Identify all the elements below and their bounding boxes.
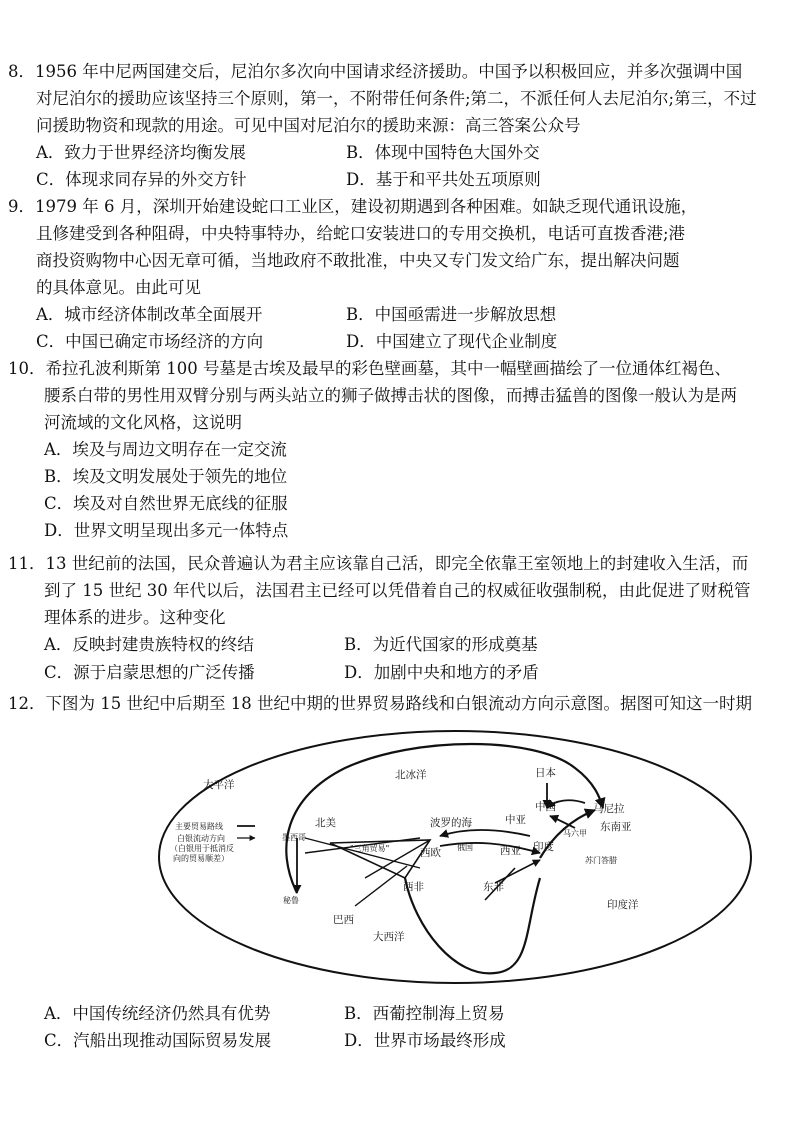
label-india: 印度: [533, 841, 554, 853]
label-russia: 俄国: [457, 843, 473, 852]
q8-option-c: C．体现求同存异的外交方针: [36, 170, 247, 189]
q10-option-a: A．埃及与周边文明存在一定交流: [44, 440, 287, 459]
q8-line-1: 8．1956 年中尼两国建交后，尼泊尔多次向中国请求经济援助。中国予以积极回应，并多次强调中国: [8, 62, 743, 81]
legend-route: 主要贸易路线: [175, 822, 223, 831]
label-triangle-trade: "三角贸易": [350, 844, 390, 853]
label-southeast-asia: 东南亚: [600, 821, 632, 833]
label-atlantic: 大西洋: [373, 931, 405, 943]
world-trade-map: [155, 728, 755, 986]
label-baltic: 波罗的海: [430, 817, 472, 829]
route-east-africa: [495, 860, 540, 883]
label-malacca: 马六甲: [563, 829, 587, 838]
q9-line-3: 商投资购物中心因无章可循，当地政府不敢批准，中央又专门发文给广东，提出解决问题: [36, 251, 680, 270]
route-europe-asia: [440, 843, 540, 853]
legend-note-2: 向的贸易顺差）: [173, 854, 229, 863]
q8-option-b: B．体现中国特色大国外交: [346, 143, 540, 162]
legend-silver: 白银流动方向: [177, 834, 225, 843]
q8-option-d: D．基于和平共处五项原则: [346, 170, 541, 189]
q10-option-c: C．埃及对自然世界无底线的征服: [44, 494, 288, 513]
route-atlantic-loop: [405, 878, 540, 973]
q10-line-1: 10．希拉孔波利斯第 100 号墓是古埃及最早的彩色壁画墓，其中一幅壁画描绘了一位通体红褐色、: [8, 359, 731, 378]
q9-line-4: 的具体意见。由此可见: [36, 278, 201, 297]
label-west-africa: 西非: [403, 881, 424, 893]
q12-option-c: C．汽船出现推动国际贸易发展: [44, 1031, 272, 1050]
label-west-asia: 西亚: [500, 845, 521, 857]
q12-option-d: D．世界市场最终形成: [344, 1031, 506, 1050]
q11-line-2: 到了 15 世纪 30 年代以后，法国君主已经可以凭借着自己的权威征收强制税，由此促进了财税管: [44, 581, 751, 600]
label-arctic: 北冰洋: [395, 769, 427, 781]
label-brazil: 巴西: [333, 914, 354, 926]
q12-option-a: A．中国传统经济仍然具有优势: [44, 1004, 271, 1023]
label-pacific: 太平洋: [203, 779, 235, 791]
q10-option-b: B．埃及文明发展处于领先的地位: [44, 467, 288, 486]
label-peru: 秘鲁: [283, 896, 299, 905]
label-western-europe: 西欧: [420, 847, 441, 859]
q9-line-2: 且修建受到各种阻碍，中央特事特办，给蛇口安装进口的专用交换机，电话可直拨香港;港: [36, 224, 686, 243]
label-east-africa: 东非: [483, 881, 504, 893]
label-indian-ocean: 印度洋: [607, 899, 639, 911]
q12-line-1: 12．下图为 15 世纪中后期至 18 世纪中期的世界贸易路线和白银流动方向示意图。据图可知这一时期: [8, 694, 752, 713]
q8-line-2: 对尼泊尔的援助应该坚持三个原则，第一，不附带任何条件;第二，不派任何人去尼泊尔;第三，不过: [36, 89, 757, 108]
q11-line-3: 理体系的进步。这种变化: [44, 608, 226, 627]
q10-option-d: D．世界文明呈现出多元一体特点: [44, 521, 289, 540]
q8-line-3: 问援助物资和现款的用途。可见中国对尼泊尔的援助来源：高三答案公众号: [36, 116, 581, 135]
q11-option-c: C．源于启蒙思想的广泛传播: [44, 663, 255, 682]
label-manila: 马尼拉: [593, 803, 625, 815]
q10-line-2: 腰系白带的男性用双臂分别与两头站立的狮子做搏击状的图像，而搏击猛兽的图像一般认为是两: [44, 386, 737, 405]
q11-option-b: B．为近代国家的形成奠基: [344, 635, 538, 654]
q9-option-b: B．中国亟需进一步解放思想: [346, 305, 557, 324]
route-asia-europe: [440, 830, 530, 836]
route-brazil: [355, 866, 407, 906]
q11-option-d: D．加剧中央和地方的矛盾: [344, 663, 539, 682]
label-central-asia: 中亚: [505, 814, 526, 826]
label-china: 中国: [535, 801, 556, 813]
q12-option-b: B．西葡控制海上贸易: [344, 1004, 505, 1023]
label-sumatra: 苏门答腊: [585, 856, 617, 865]
label-mexico: 墨西哥: [282, 833, 306, 842]
q8-option-a: A．致力于世界经济均衡发展: [36, 143, 246, 162]
label-north-america: 北美: [315, 817, 336, 829]
q9-option-d: D．中国建立了现代企业制度: [346, 332, 558, 351]
map-frame-ellipse: [159, 731, 751, 983]
q11-line-1: 11．13 世纪前的法国，民众普遍认为君主应该靠自己活，即完全依靠王室领地上的封建收入生活，而: [8, 554, 749, 573]
q9-option-a: A．城市经济体制改革全面展开: [36, 305, 263, 324]
legend-note-1: （白银用于抵消反: [170, 844, 234, 853]
q11-option-a: A．反映封建贵族特权的终结: [44, 635, 254, 654]
q9-line-1: 9．1979 年 6 月，深圳开始建设蛇口工业区，建设初期遇到各种困难。如缺乏现代通讯设施，: [8, 197, 698, 216]
label-japan: 日本: [535, 767, 556, 779]
q9-option-c: C．中国已确定市场经济的方向: [36, 332, 264, 351]
q10-line-3: 河流域的文化风格，这说明: [44, 413, 242, 432]
